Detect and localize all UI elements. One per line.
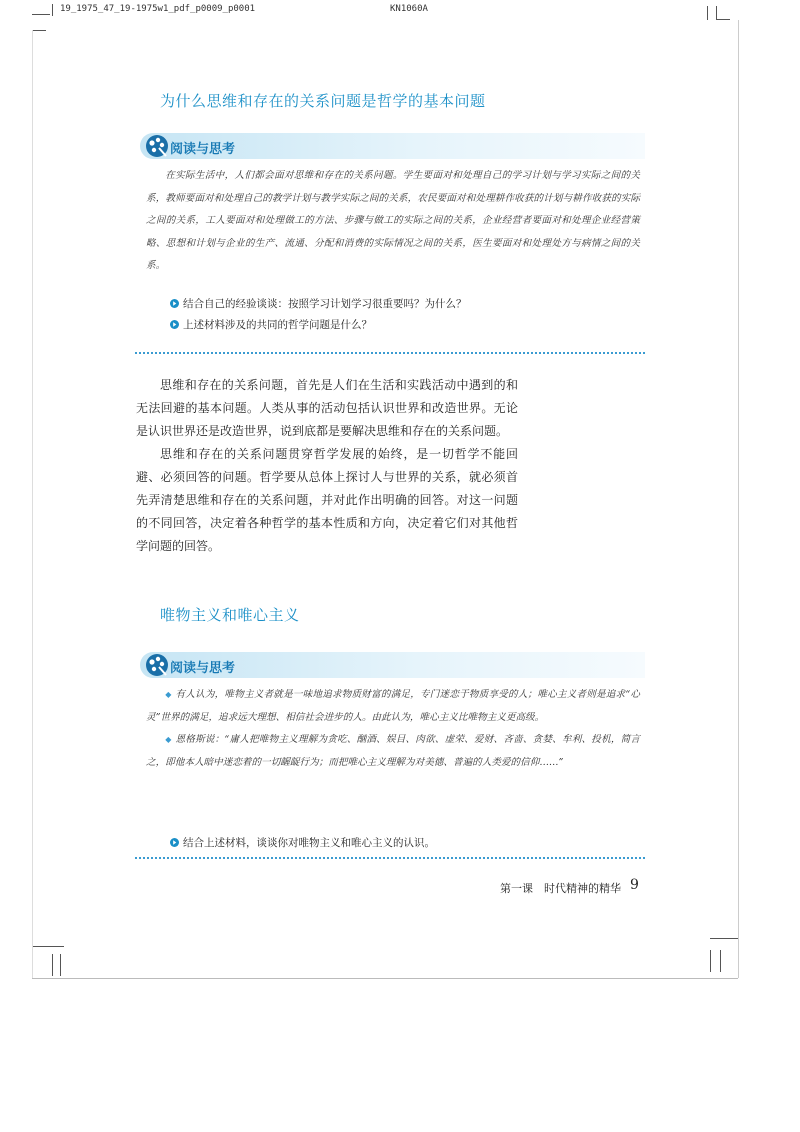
- diamond-bullet-icon: ◆: [165, 690, 172, 699]
- crop-mark-bottom-left-rule: [32, 946, 64, 947]
- scan-top-right-rule: [716, 19, 730, 20]
- palette-icon: [144, 652, 170, 678]
- scan-left-edge: [32, 30, 33, 978]
- crop-mark-bottom-right-1: [710, 950, 711, 972]
- question-text: 上述材料涉及的共同的哲学问题是什么？: [183, 319, 372, 331]
- banner-label: 阅读与思考: [170, 142, 236, 157]
- scan-bottom-edge: [32, 978, 738, 979]
- body-paragraph: 思维和存在的关系问题，首先是人们在生活和实践活动中遇到的和无法回避的基本问题。人类从事的活动包括认识世界和改造世界。无论是认识世界还是改造世界，说到底都是要解决思维和存在的关系问题。: [136, 378, 518, 438]
- bullet-arrow-icon: [170, 838, 179, 847]
- reading-banner-1: [140, 133, 645, 159]
- banner-label: 阅读与思考: [170, 661, 236, 676]
- diamond-bullet-icon: ◆: [165, 735, 172, 744]
- materials-block: [146, 684, 640, 774]
- reading-paragraph: 在实际生活中，人们都会面对思维和存在的关系问题。学生要面对和处理自己的学习计划与学习实际之间的关系，教师要面对和处理自己的教学计划与教学实际之间的关系，农民要面对和处理耕作收获的计划与耕作收获的实际之间的关系，工人要面对和处理做工的方法、步骤与做工的实际之间的关系，企业经营者要面对和处理企业经营策略、思想和计划与企业的生产、流通、分配和消费的实际情况之间的关系，医生要面对和处理处方与病情之间的关系。: [146, 170, 640, 271]
- scan-left-rule: [32, 30, 46, 31]
- page-number: 9: [630, 877, 639, 893]
- palette-icon: [144, 133, 170, 159]
- scan-top-tick: [52, 4, 53, 16]
- bullet-arrow-icon: [170, 299, 179, 308]
- dotted-divider-2: [135, 857, 645, 859]
- scan-top-right-tick-2: [716, 6, 717, 20]
- body-text-block: [136, 374, 518, 558]
- section1-title: 为什么思维和存在的关系问题是哲学的基本问题: [160, 92, 486, 110]
- dotted-divider-1: [135, 352, 645, 354]
- material-item-1: [146, 684, 640, 729]
- question-2: [170, 317, 372, 332]
- scan-top-rule: [32, 14, 50, 15]
- question-text: 结合自己的经验谈谈：按照学习计划学习很重要吗？为什么？: [183, 298, 467, 310]
- footer-chapter: 第一课 时代精神的精华: [500, 882, 621, 895]
- reading-block-1: [146, 165, 640, 278]
- crop-mark-bottom-right-2: [720, 950, 721, 972]
- material-text: 有人认为，唯物主义者就是一味地追求物质财富的满足，专门迷恋于物质享受的人；唯心主义者则是追求“心灵”世界的满足，追求远大理想、相信社会进步的人。由此认为，唯心主义比唯物主义更高级。: [146, 689, 641, 723]
- question-text: 结合上述材料，谈谈你对唯物主义和唯心主义的认识。: [183, 837, 435, 849]
- section2-title: 唯物主义和唯心主义: [160, 606, 300, 624]
- body-paragraph: 思维和存在的关系问题贯穿哲学发展的始终，是一切哲学不能回避、必须回答的问题。哲学要从总体上探讨人与世界的关系，就必须首先弄清楚思维和存在的关系问题，并对此作出明确的回答。对这一问题的不同回答，决定着各种哲学的基本性质和方向，决定着它们对其他哲学问题的回答。: [136, 447, 518, 553]
- scan-code: KN1060A: [390, 4, 428, 14]
- scan-file-label: 19_1975_47_19-1975w1_pdf_p0009_p0001: [60, 4, 256, 14]
- reading-banner-2: [140, 652, 645, 678]
- question-1: [170, 296, 467, 311]
- question-3: [170, 835, 435, 850]
- crop-mark-bottom-left-1: [52, 954, 53, 976]
- scan-top-right-tick-1: [707, 6, 708, 20]
- crop-mark-bottom-left-2: [60, 954, 61, 976]
- material-text: 恩格斯说：“庸人把唯物主义理解为贪吃、酗酒、娱目、肉欲、虚荣、爱财、吝啬、贪婪、牟利、投机，简言之，即他本人暗中迷恋着的一切龌龊行为；而把唯心主义理解为对美德、普遍的人类爱的信仰……”: [146, 734, 641, 768]
- scan-right-edge: [738, 20, 739, 978]
- material-item-2: [146, 729, 640, 774]
- crop-mark-bottom-right-rule: [710, 938, 738, 939]
- bullet-arrow-icon: [170, 320, 179, 329]
